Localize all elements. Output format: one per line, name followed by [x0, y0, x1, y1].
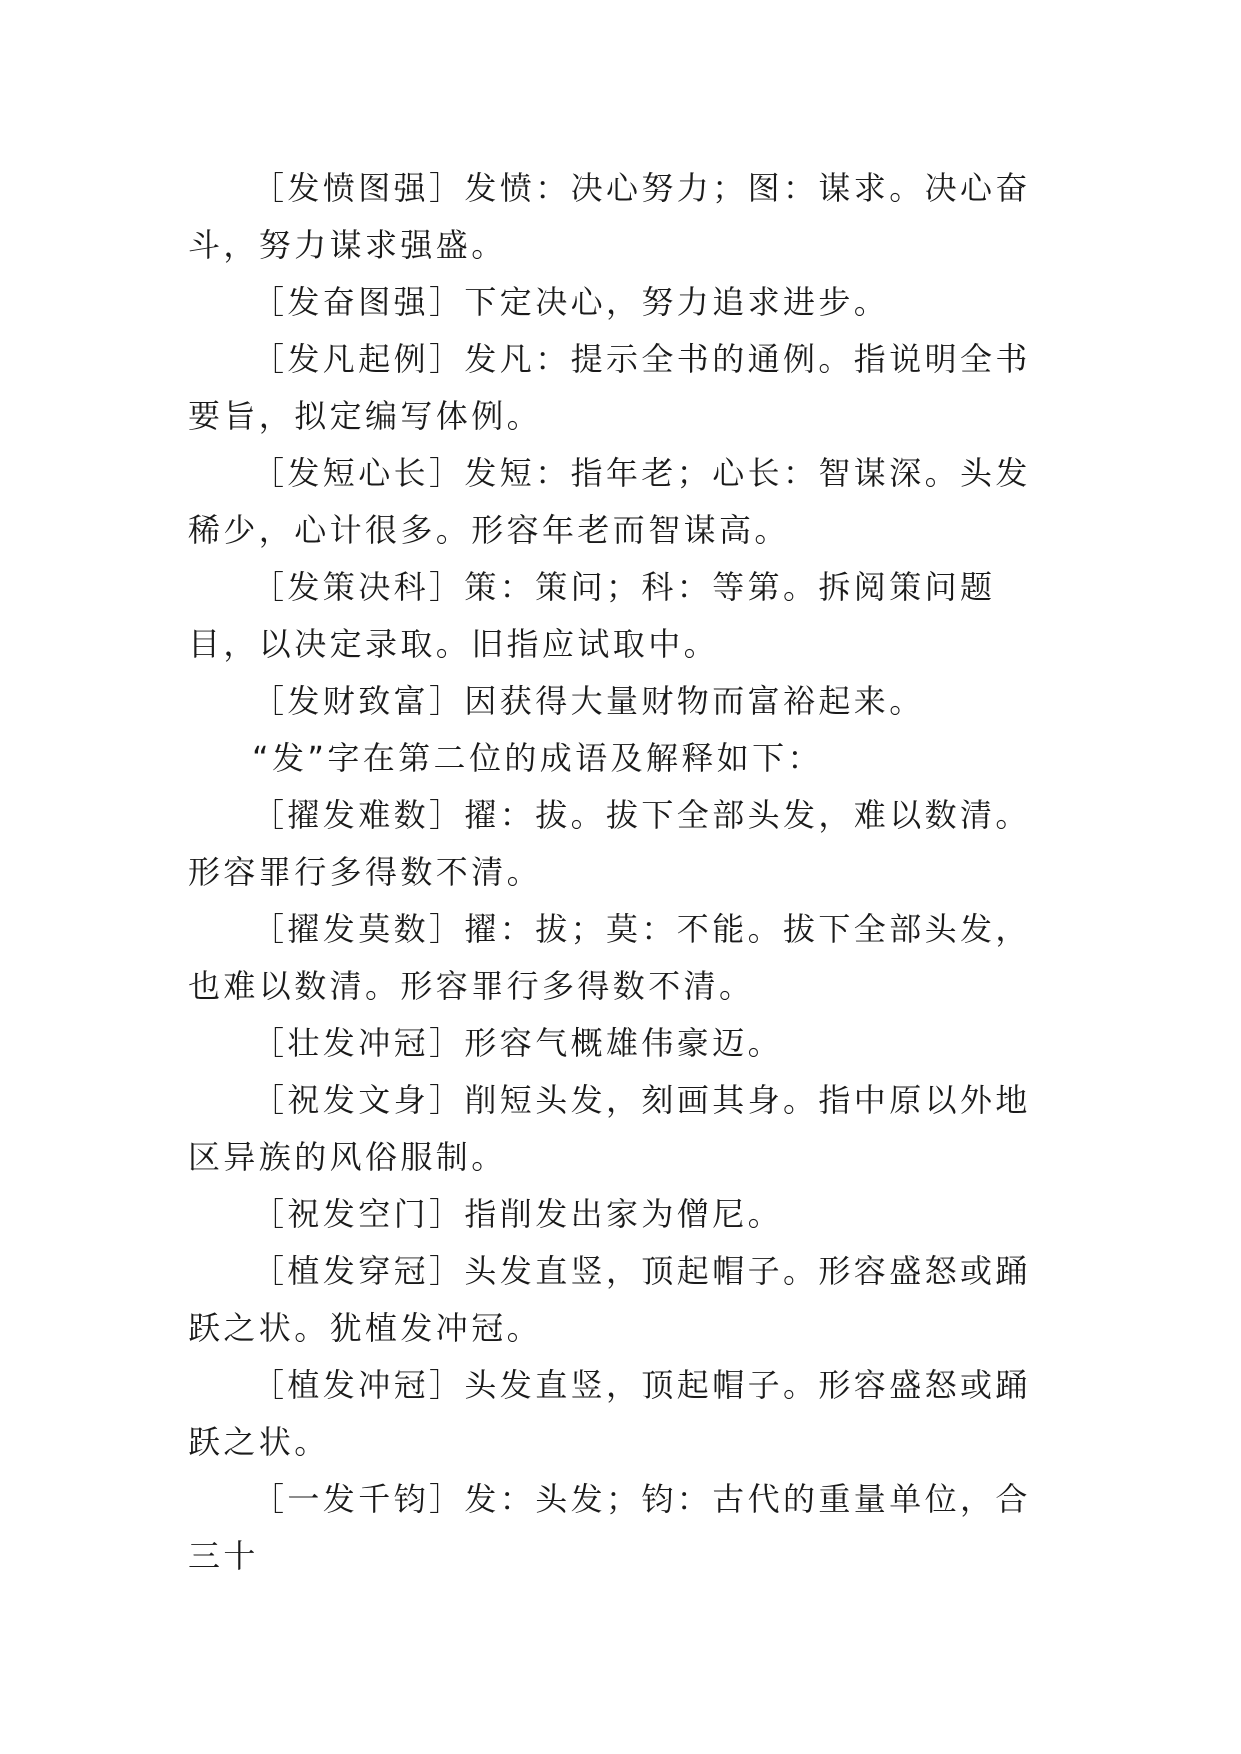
idiom-explanation: 发凡：提示全书的通例。指说明全书要旨，拟定编写体例。: [188, 340, 1031, 435]
idiom-explanation: 形容气概雄伟豪迈。: [464, 1024, 784, 1062]
paragraph-zhufa-kongmen: [188, 1186, 1058, 1243]
idiom-explanation: 发：头发；钧：古代的重量单位，合三十: [188, 1480, 1031, 1575]
idiom-term: ［一发千钧］: [252, 1480, 465, 1518]
idiom-explanation: 指削发出家为僧尼。: [464, 1195, 784, 1233]
idiom-explanation: 擢：拔。拔下全部头发，难以数清。形容罪行多得数不清。: [188, 796, 1031, 891]
section-intro: [188, 730, 1058, 787]
idiom-term: ［发财致富］: [252, 682, 465, 720]
paragraph-fafan-qili: [188, 331, 1058, 445]
paragraph-zhuofa-moshu: [188, 901, 1058, 1015]
idiom-term: ［祝发空门］: [252, 1195, 465, 1233]
idiom-term: ［壮发冲冠］: [252, 1024, 465, 1062]
idiom-explanation: 发短：指年老；心长：智谋深。头发稀少，心计很多。形容年老而智谋高。: [188, 454, 1031, 549]
idiom-explanation: 头发直竖，顶起帽子。形容盛怒或踊跃之状。犹植发冲冠。: [188, 1252, 1031, 1347]
section-intro-text: “发”字在第二位的成语及解释如下：: [252, 739, 823, 777]
idiom-explanation: 因获得大量财物而富裕起来。: [464, 682, 925, 720]
paragraph-zhuofa-nanshu: [188, 787, 1058, 901]
paragraph-facai-zhifu: [188, 673, 1058, 730]
idiom-term: ［发短心长］: [252, 454, 465, 492]
idiom-explanation: 削短头发，刻画其身。指中原以外地区异族的风俗服制。: [188, 1081, 1031, 1176]
paragraph-fafen-tuqiang-2: [188, 274, 1058, 331]
idiom-term: ［发凡起例］: [252, 340, 465, 378]
idiom-term: ［植发穿冠］: [252, 1252, 465, 1290]
idiom-term: ［祝发文身］: [252, 1081, 465, 1119]
idiom-term: ［发奋图强］: [252, 283, 465, 321]
paragraph-zhifa-chuanguan: [188, 1243, 1058, 1357]
paragraph-fafen-tuqiang: [188, 160, 1058, 274]
idiom-term: ［植发冲冠］: [252, 1366, 465, 1404]
idiom-explanation: 发愤：决心努力；图：谋求。决心奋斗，努力谋求强盛。: [188, 169, 1031, 264]
paragraph-face-jueke: [188, 559, 1058, 673]
paragraph-yifa-qianjun: [188, 1471, 1058, 1585]
paragraph-faduan-xinchang: [188, 445, 1058, 559]
idiom-explanation: 下定决心，努力追求进步。: [464, 283, 890, 321]
idiom-term: ［发策决科］: [252, 568, 465, 606]
idiom-explanation: 策：策问；科：等第。拆阅策问题目，以决定录取。旧指应试取中。: [188, 568, 996, 663]
idiom-explanation: 头发直竖，顶起帽子。形容盛怒或踊跃之状。: [188, 1366, 1031, 1461]
idiom-explanation: 擢：拔；莫：不能。拔下全部头发，也难以数清。形容罪行多得数不清。: [188, 910, 1031, 1005]
document-body: [188, 160, 1058, 1585]
paragraph-zhuangfa-chongguan: [188, 1015, 1058, 1072]
idiom-term: ［擢发难数］: [252, 796, 465, 834]
paragraph-zhufa-wenshen: [188, 1072, 1058, 1186]
idiom-term: ［擢发莫数］: [252, 910, 465, 948]
idiom-term: ［发愤图强］: [252, 169, 465, 207]
paragraph-zhifa-chongguan: [188, 1357, 1058, 1471]
